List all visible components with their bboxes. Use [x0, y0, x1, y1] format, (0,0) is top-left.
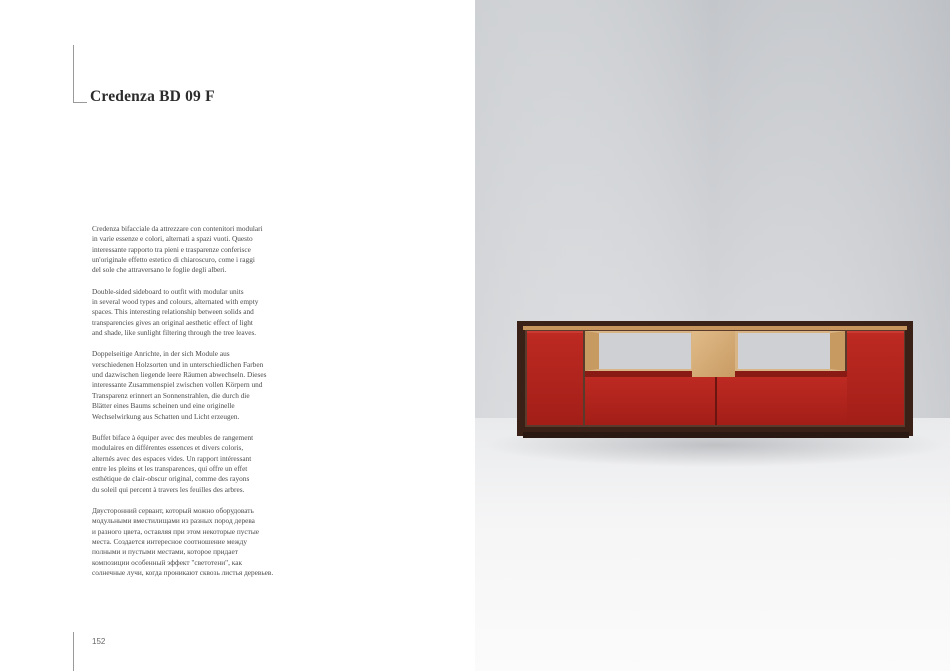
red-door-left	[527, 331, 583, 425]
wood-block-center	[692, 331, 735, 377]
decorative-footer-rule	[73, 632, 74, 671]
decorative-vertical-rule	[73, 45, 74, 103]
paragraph-italian: Credenza bifacciale da attrezzare con contenitori modulari in varie essenze e colori, alternati a spazi vuoti. Questo interessante rapporto tra pieni e trasparenze conferisce un'originale effetto estetico di chiaroscuro, come i raggi del sole che attraversano le foglie degli alberi.	[92, 224, 263, 275]
paragraph-german: Doppelseitige Anrichte, in der sich Module aus verschiedenen Holzsorten und in unterschiedlichen Farben und dazwischen liegende leere Räumen abwechseln. Dieses interessante Zusammenspiel zwischen vollen Körpern und Transparenz erinnert an Sonnenstrahlen, die durch die Blätter eines Baums scheinen und eine originelle Wechselwirkung aus Schatten und Licht erzeugen.	[92, 349, 267, 421]
paragraph-french: Buffet biface à équiper avec des meubles de rangement modulaires en différentes essences et divers coloris, alternés avec des espaces vides. Un rapport intéressant entre les pleins et les transparences, qui offre un effet esthétique de clair-obscur original, comme des rayons du soleil qui percent à travers les feuilles des arbres.	[92, 432, 254, 494]
open-shelf-right	[738, 333, 830, 369]
description-text	[92, 224, 302, 589]
red-drawer-left	[585, 377, 715, 425]
decorative-horizontal-rule	[73, 102, 87, 103]
right-page	[475, 0, 950, 671]
red-door-right	[847, 331, 904, 425]
product-photo	[475, 0, 950, 671]
open-shelf-left	[599, 333, 691, 369]
page-number: 152	[92, 637, 106, 646]
red-drawer-right	[717, 377, 847, 425]
page-title: Credenza BD 09 F	[90, 88, 215, 105]
paragraph-russian: Двусторонний сервант, который можно оборудовать модульными вместилищами из разных пород дерева и разного цвета, оставляя при этом некоторые пустые места. Создается интересное соотношение между полными и пустыми местами, которое придает композиции особенный эффект "светотени", как солнечные лучи, когда проникают сквозь листья деревьев.	[92, 505, 274, 577]
paragraph-english: Double-sided sideboard to outfit with modular units in several wood types and colours, alternated with empty spaces. This interesting relationship between solids and transparencies gives an original aesthetic effect of light and shade, like sunlight filtering through the tree leaves.	[92, 286, 259, 338]
sideboard-illustration	[517, 321, 913, 438]
